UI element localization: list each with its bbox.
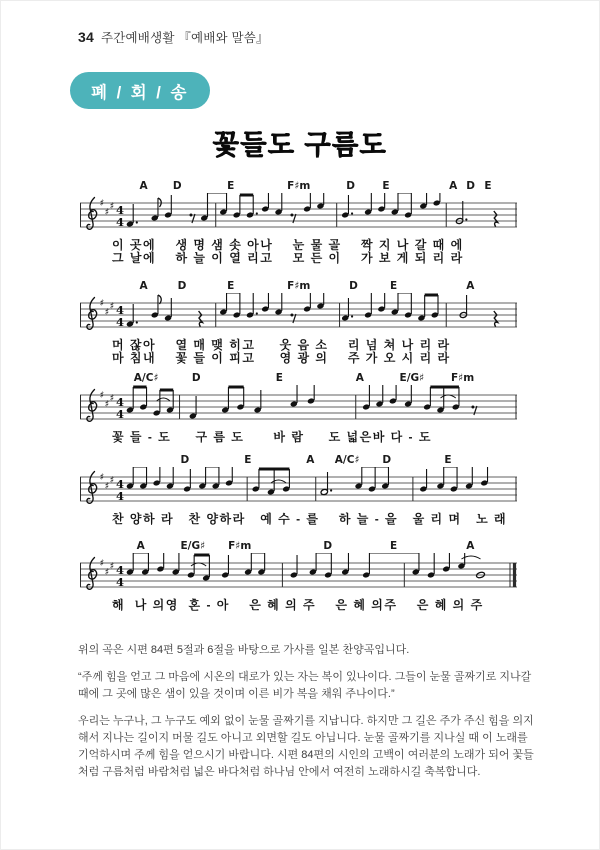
quarter-rest-icon	[199, 311, 203, 327]
slur-mark	[271, 480, 286, 483]
key-signature-sharp-icon: ♯	[109, 301, 115, 312]
time-signature: 4	[116, 575, 125, 589]
time-signature: 4	[116, 303, 125, 317]
key-signature-sharp-icon: ♯	[104, 207, 110, 218]
time-signature: 4	[116, 215, 125, 229]
commentary-paragraph: 우리는 누구나, 그 누구도 예외 없이 눈물 골짜기를 지납니다. 하지만 그 길은 주가 주신 힘을 의지해서 지나는 길이지 머물 길도 아니고 외면할 길도 아닙니다. 눈물 골짜기를 지나실 때 이 노래를 기억하시며 주께 힘을 얻으시기 바랍니다. 시편 84편의 시인의 고백이 여러분의 노래가 되어 꽃들처럼 구름처럼 바람처럼 넓은 바다처럼 하나님 안에서 여전히 노래하시길 축복합니다.	[78, 715, 534, 779]
key-signature-sharp-icon: ♯	[104, 567, 110, 578]
time-signature: 4	[116, 489, 125, 503]
lyric-line: 해 나 의영 혼 - 아 은 혜 의 주 은 혜 의주 은 혜 의 주	[112, 598, 484, 612]
lyric-line: 이 곳에 생 명 샘 솟 아나 눈 물 골 짝 지 나 갈 때 에	[112, 238, 464, 252]
chord-label: D	[180, 454, 190, 466]
lyric-line: 머 잖아 열 매 맺 히고 웃 음 소 리 넘 쳐 나 리 라	[112, 338, 451, 352]
treble-clef-icon	[87, 472, 97, 504]
staff-system-2	[80, 280, 517, 365]
chord-label: A	[139, 180, 148, 192]
chord-label: F♯m	[287, 180, 311, 192]
chord-label: D	[177, 280, 187, 292]
chord-label: A/C♯	[133, 372, 159, 384]
chord-row	[80, 540, 517, 553]
chord-label: A	[139, 280, 148, 292]
chord-label: E	[227, 280, 235, 292]
key-signature-sharp-icon: ♯	[104, 307, 110, 318]
chord-row	[80, 372, 517, 385]
chord-label: A	[466, 280, 475, 292]
slur-mark	[157, 398, 170, 401]
chord-label: D	[172, 180, 182, 192]
lyric-line: 찬 양하 라 찬 양하라 예 수 - 를 하 늘 - 을 울 리 며 노 래	[112, 512, 508, 526]
staff-lines-3	[80, 385, 517, 431]
time-signature: 4	[116, 563, 125, 577]
chord-label: E	[244, 454, 252, 466]
booklet-header	[78, 28, 269, 46]
chord-row	[80, 454, 517, 467]
key-signature-sharp-icon: ♯	[99, 558, 105, 569]
staff-lines-4	[80, 467, 517, 513]
chord-label: A	[306, 454, 315, 466]
lyric-block	[80, 513, 517, 526]
lyric-block	[80, 599, 517, 612]
closing-hymn-badge	[70, 72, 210, 109]
treble-clef-icon	[87, 558, 97, 590]
chord-label: D	[191, 372, 201, 384]
chord-label: E	[444, 454, 452, 466]
staff-system-3	[80, 372, 517, 444]
slur-mark	[441, 395, 456, 398]
chord-label: A	[449, 180, 458, 192]
lyric-line: 마 침내 꽃 들 이 피고 영 광 의 주 가 오 시 리 라	[112, 351, 451, 365]
treble-clef-icon	[87, 298, 97, 330]
lyric-block	[80, 339, 517, 365]
scripture-quote-paragraph: “주께 힘을 얻고 그 마음에 시온의 대로가 있는 자는 복이 있나이다. 그들이 눈물 골짜기로 지나갈 때에 그 곳에 많은 샘이 있을 것이며 이른 비가 복을 채워 주나이다.”	[78, 671, 532, 701]
key-signature-sharp-icon: ♯	[104, 399, 110, 410]
page-number: 34	[78, 29, 94, 45]
booklet-title: 주간예배생활 『예배와 말씀』	[100, 31, 269, 45]
chord-label: A	[136, 540, 145, 552]
chord-label: D	[382, 454, 392, 466]
key-signature-sharp-icon: ♯	[109, 561, 115, 572]
time-signature: 4	[116, 203, 125, 217]
staff-system-4	[80, 454, 517, 526]
key-signature-sharp-icon: ♯	[104, 481, 110, 492]
quarter-rest-icon	[494, 211, 498, 227]
time-signature: 4	[116, 395, 125, 409]
chord-label: A	[466, 540, 475, 552]
chord-row	[80, 180, 517, 193]
badge-label: 폐 / 회 / 송	[91, 83, 189, 102]
commentary-text	[78, 642, 536, 791]
chord-label: E	[227, 180, 235, 192]
staff-lines-1	[80, 193, 517, 239]
treble-clef-icon	[87, 390, 97, 422]
key-signature-sharp-icon: ♯	[99, 472, 105, 483]
chord-label: E/G♯	[399, 372, 425, 384]
key-signature-sharp-icon: ♯	[109, 475, 115, 486]
chord-label: F♯m	[450, 372, 475, 384]
chord-label: F♯m	[287, 280, 311, 292]
staff-lines-2	[80, 293, 517, 339]
key-signature-sharp-icon: ♯	[99, 390, 105, 401]
lyric-line: 그 날에 하 늘 이 열 리고 모 든 이 가 보 게 되 리 라	[112, 251, 464, 265]
chord-label: A	[355, 372, 364, 384]
commentary-paragraph: 위의 곡은 시편 84편 5절과 6절을 바탕으로 가사를 일본 찬양곡입니다.	[78, 644, 410, 656]
chord-label: E/G♯	[180, 540, 206, 552]
time-signature: 4	[116, 477, 125, 491]
chord-label: E	[275, 372, 283, 384]
time-signature: 4	[116, 315, 125, 329]
chord-label: D	[349, 280, 358, 292]
staff-lines-5	[80, 553, 517, 599]
staff-system-5	[80, 540, 517, 612]
chord-label: D	[466, 180, 475, 192]
chord-label: E	[390, 280, 398, 292]
key-signature-sharp-icon: ♯	[99, 298, 105, 309]
staff-system-1	[80, 180, 517, 265]
chord-label: A/C♯	[334, 454, 360, 466]
chord-label: E	[382, 180, 390, 192]
chord-label: E	[390, 540, 398, 552]
chord-label: E	[484, 180, 492, 192]
treble-clef-icon	[87, 198, 97, 230]
chord-label: D	[346, 180, 355, 192]
quarter-rest-icon	[494, 311, 498, 327]
chord-label: F♯m	[228, 540, 252, 552]
chord-row	[80, 280, 517, 293]
song-title: 꽃들도 구름도	[212, 130, 388, 160]
key-signature-sharp-icon: ♯	[109, 393, 115, 404]
lyric-block	[80, 239, 517, 265]
key-signature-sharp-icon: ♯	[109, 201, 115, 212]
slur-mark	[191, 563, 206, 566]
time-signature: 4	[116, 407, 125, 421]
key-signature-sharp-icon: ♯	[99, 198, 105, 209]
chord-label: D	[323, 540, 333, 552]
lyric-block	[80, 431, 517, 444]
lyric-line: 꽃 들 - 도 구 름 도 바 람 도 넓은바 다 - 도	[112, 430, 432, 444]
